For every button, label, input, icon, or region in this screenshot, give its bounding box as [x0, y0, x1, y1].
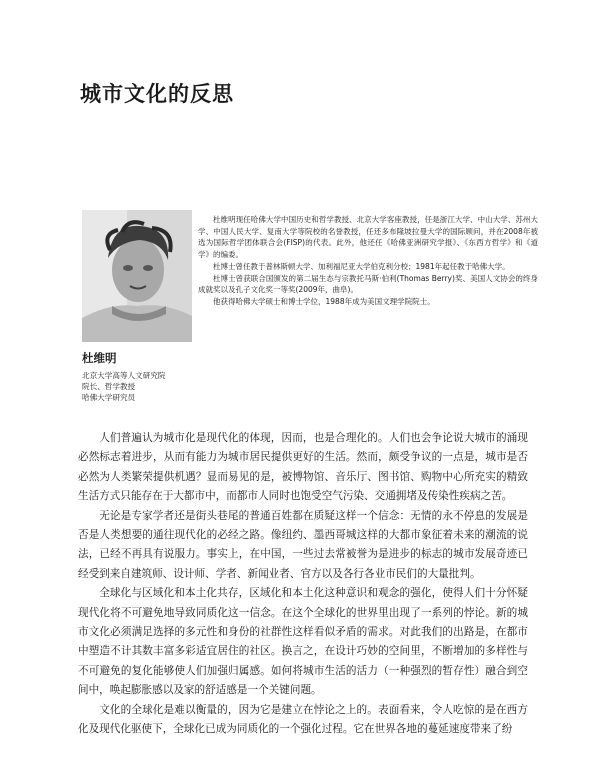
author-photo	[82, 210, 192, 342]
author-affiliation-line: 北京大学高等人文研究院	[82, 371, 166, 380]
author-caption	[82, 350, 212, 403]
body-paragraph: 全球化与区域化和本土化共存，区域化和本土化这种意识和观念的强化，使得人们十分怀疑现代化将不可避免地导致同质化这一信念。在这个全球化的世界里出现了一系列的悖论。新的城市文化必须满足选择的多元性和身份的社群性这样看似矛盾的需求。对此我们的出路是，在都市中塑造不计其数丰富多彩适宜居住的社区。换言之，在设计巧妙的空间里，不断增加的多样性与不可避免的复化能够使人们加强归属感。如何将城市生活的活力（一种强烈的暂存性）融合到空间中，唤起膨胀感以及家的舒适感是一个关键问题。	[78, 587, 528, 697]
body-paragraph: 人们普遍认为城市化是现代化的体现，因而，也是合理化的。人们也会争论说大城市的涌现必然标志着进步，从而有能力为城市居民提供更好的生活。然而，颇受争议的一点是，城市是否必然为人类繁荣提供机遇？显而易见的是，被博物馆、音乐厅、图书馆、购物中心所充实的精致生活方式只能存在于大都市中，而都市人同时也饱受空气污染、交通拥堵及传染性疾病之苦。	[78, 432, 528, 503]
bio-paragraph: 杜博士曾获联合国颁发的第二届生态与宗教托马斯·伯利(Thomas Berry)奖、美国人文协会的终身成就奖以及孔子文化奖一等奖(2009年，曲阜)。	[198, 273, 538, 295]
author-bio	[198, 214, 538, 308]
author-name: 杜维明	[82, 351, 117, 365]
article-body	[78, 429, 528, 740]
body-paragraph: 无论是专家学者还是街头巷尾的普通百姓都在质疑这样一个信念：无情的永不停息的发展是否是人类想要的通往现代化的必经之路。像纽约、墨西哥城这样的大都市象征着未来的潮流的说法，已经不再具有说服力。事实上，在中国，一些过去常被誉为是进步的标志的城市发展奇迹已经受到来自建筑师、设计师、学者、新闻业者、官方以及各行各业市民们的大量批判。	[78, 509, 528, 580]
body-paragraph: 文化的全球化是难以衡量的，因为它是建立在悖论之上的。表面看来，令人吃惊的是在西方化及现代化驱使下，全球化已成为同质化的一个强化过程。它在世界各地的蔓延速度带来了纷	[78, 703, 528, 736]
page-title: 城市文化的反思	[80, 82, 234, 106]
bio-paragraph: 杜维明现任哈佛大学中国历史和哲学教授、北京大学客座教授，任是浙江大学、中山大学、苏州大学、中国人民大学、复南大学等院校的名誉教授，任还多布隆坡拉曼大学的国际顾问，并在2008年被选为国际哲学团体联合会(FISP)的代表。此外，他还任《哈佛亚洲研究学报》、《东西方哲学》和《道学》的编委。	[198, 215, 538, 260]
bio-paragraph: 他获得哈佛大学硕士和博士学位，1988年成为美国文理学院院士。	[213, 296, 435, 306]
portrait-image	[82, 210, 192, 342]
author-affiliation-line: 哈佛大学研究员	[82, 393, 136, 402]
author-affiliation-line: 院长、哲学教授	[82, 382, 136, 391]
bio-paragraph: 杜博士曾任教于普林斯顿大学、加利福尼亚大学伯克利分校；1981年起任教于哈佛大学。	[213, 261, 510, 271]
